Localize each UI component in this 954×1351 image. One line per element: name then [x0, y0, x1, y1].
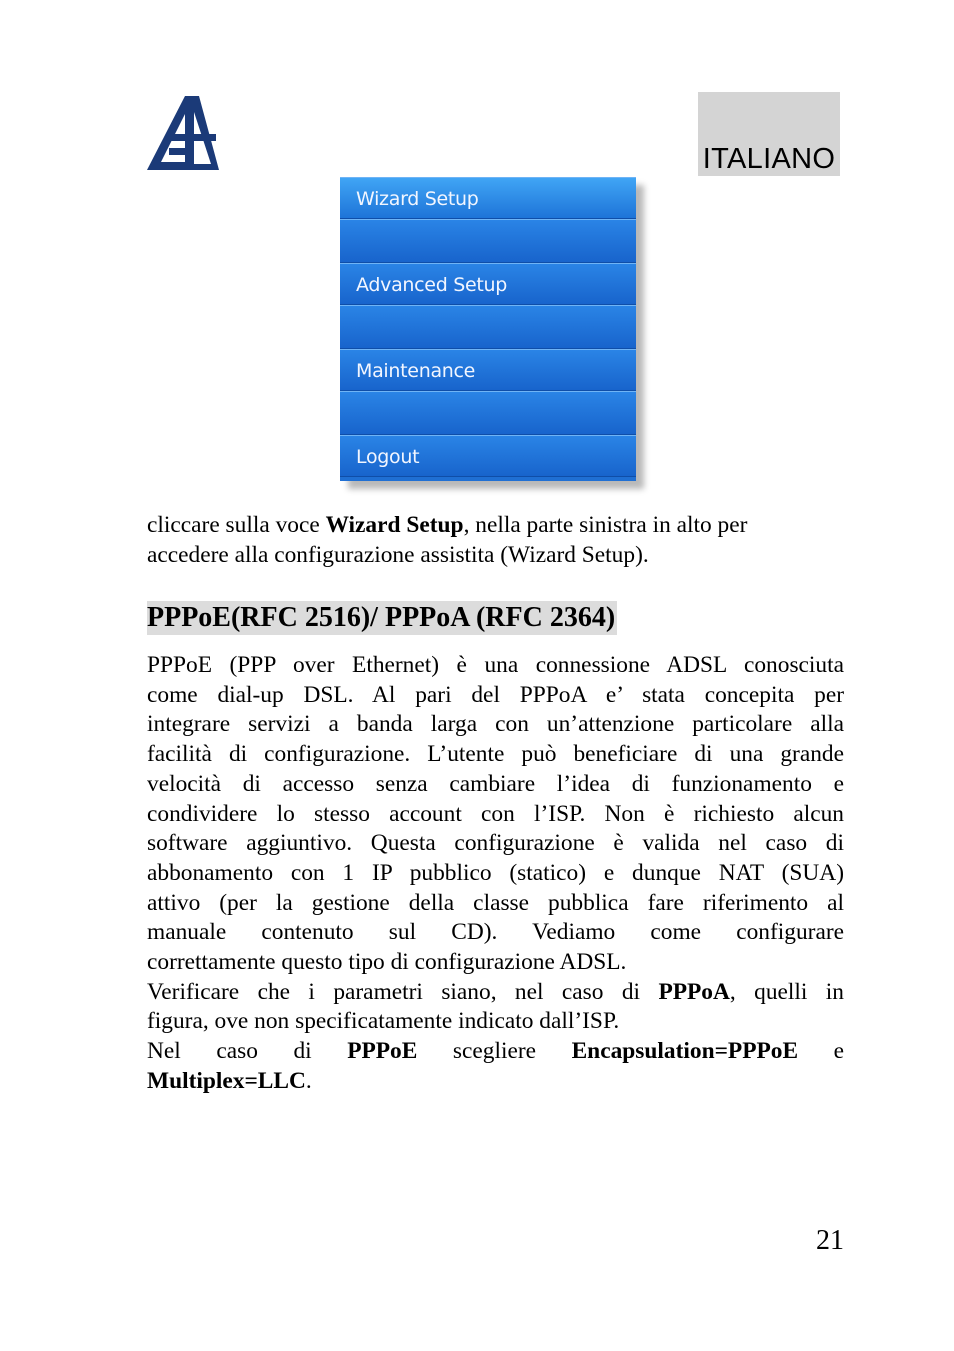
language-tab: [698, 92, 840, 176]
menu-spacer: [340, 219, 636, 263]
verify-line: Verificare che i parametri siano, nel caso di PPPoA, quelli in: [147, 978, 844, 1005]
menu-item-logout[interactable]: Logout: [340, 435, 636, 477]
menu-spacer: [340, 391, 636, 435]
menu-item-advanced-setup[interactable]: Advanced Setup: [340, 263, 636, 305]
intro-paragraph: cliccare sulla voce Wizard Setup, nella parte sinistra in alto per accedere alla configurazione assistita (Wizard Setup).: [147, 512, 748, 568]
menu-item-wizard-setup[interactable]: Wizard Setup: [340, 177, 636, 219]
language-label: ITALIANO: [702, 143, 836, 175]
menu-spacer: [340, 305, 636, 349]
section-heading: PPPoE(RFC 2516)/ PPPoA (RFC 2364): [147, 602, 616, 633]
pppoe-line-end: Multiplex=LLC.: [147, 1067, 312, 1094]
body-paragraph: PPPoE (PPP over Ethernet) è una connessione ADSL conosciuta come dial-up DSL. Al pari del PPPoA e’ stata concepita per integrare servizi a banda larga con un’attenzione particolare alla facilità di configurazione. L’utente può beneficiare di una grande velocità di accesso senza cambiare l’idea di funzionamento e condividere lo stesso account con l’ISP. Non è richiesto alcun software aggiuntivo. Questa configurazione è valida nel caso di abbonamento con 1 IP pubblico (statico) e dunque NAT (SUA) attivo (per la gestione della classe pubblica fare riferimento al manuale contenuto sul CD). Vediamo come configurare correttamente questo tipo di configurazione ADSL. Verificare che i parametri siano, nel caso di PPPoA, quelli in figura, ove non specificatamente indicato dall’ISP. Nel caso di PPPoE scegliere Encapsulation=PPPoE e Multiplex=LLC.: [147, 651, 844, 1097]
router-menu-screenshot: [340, 177, 636, 481]
menu-item-maintenance[interactable]: Maintenance: [340, 349, 636, 391]
atlantis-logo-icon: [147, 92, 221, 172]
page-number: 21: [816, 1225, 844, 1256]
pppoe-line: Nel caso di PPPoE scegliere Encapsulation=PPPoE e: [147, 1038, 844, 1065]
